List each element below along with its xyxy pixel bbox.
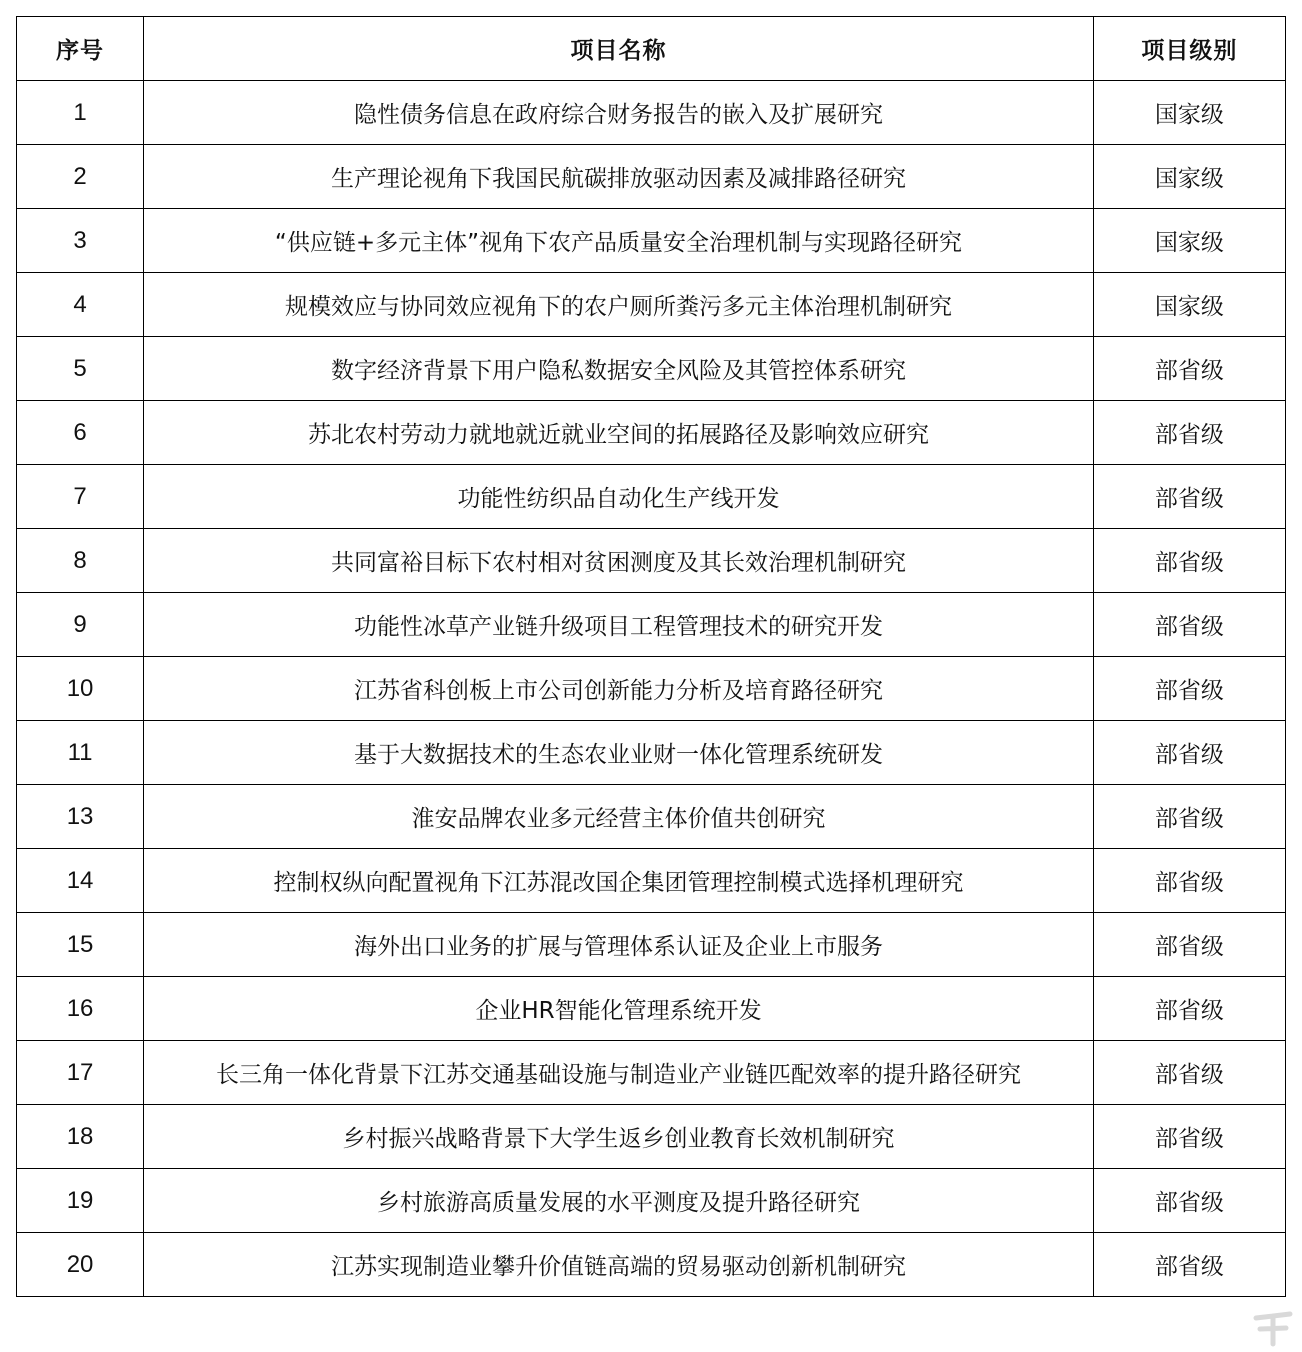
table-row xyxy=(17,209,1286,273)
cell-level: 部省级 xyxy=(1093,785,1285,849)
table-row xyxy=(17,81,1286,145)
cell-name: 淮安品牌农业多元经营主体价值共创研究 xyxy=(144,785,1094,849)
cell-name: 控制权纵向配置视角下江苏混改国企集团管理控制模式选择机理研究 xyxy=(144,849,1094,913)
table-row xyxy=(17,273,1286,337)
cell-level: 部省级 xyxy=(1093,721,1285,785)
table-row xyxy=(17,593,1286,657)
cell-no: 7 xyxy=(17,465,144,529)
cell-no: 5 xyxy=(17,337,144,401)
table-header xyxy=(17,17,1286,81)
cell-name: 长三角一体化背景下江苏交通基础设施与制造业产业链匹配效率的提升路径研究 xyxy=(144,1041,1094,1105)
watermark-logo-icon xyxy=(1250,1304,1296,1350)
cell-name: 乡村旅游高质量发展的水平测度及提升路径研究 xyxy=(144,1169,1094,1233)
cell-no: 6 xyxy=(17,401,144,465)
header-level: 项目级别 xyxy=(1093,17,1285,81)
table-row xyxy=(17,657,1286,721)
cell-name: “供应链+多元主体”视角下农产品质量安全治理机制与实现路径研究 xyxy=(144,209,1094,273)
cell-no: 18 xyxy=(17,1105,144,1169)
table-row xyxy=(17,785,1286,849)
cell-level: 国家级 xyxy=(1093,273,1285,337)
table-row xyxy=(17,401,1286,465)
table-row xyxy=(17,1169,1286,1233)
cell-name: 苏北农村劳动力就地就近就业空间的拓展路径及影响效应研究 xyxy=(144,401,1094,465)
cell-name: 功能性纺织品自动化生产线开发 xyxy=(144,465,1094,529)
cell-level: 部省级 xyxy=(1093,337,1285,401)
cell-name: 企业HR智能化管理系统开发 xyxy=(144,977,1094,1041)
cell-level: 部省级 xyxy=(1093,1169,1285,1233)
table-row xyxy=(17,465,1286,529)
cell-level: 国家级 xyxy=(1093,81,1285,145)
table-row xyxy=(17,337,1286,401)
header-row xyxy=(17,17,1286,81)
table-row xyxy=(17,145,1286,209)
cell-level: 部省级 xyxy=(1093,1233,1285,1297)
header-name: 项目名称 xyxy=(144,17,1094,81)
cell-name: 数字经济背景下用户隐私数据安全风险及其管控体系研究 xyxy=(144,337,1094,401)
table-row xyxy=(17,1041,1286,1105)
cell-level: 部省级 xyxy=(1093,401,1285,465)
cell-level: 部省级 xyxy=(1093,1041,1285,1105)
table-row xyxy=(17,1105,1286,1169)
project-table xyxy=(16,16,1286,1297)
cell-level: 部省级 xyxy=(1093,913,1285,977)
cell-level: 部省级 xyxy=(1093,465,1285,529)
cell-no: 11 xyxy=(17,721,144,785)
cell-no: 9 xyxy=(17,593,144,657)
cell-name: 海外出口业务的扩展与管理体系认证及企业上市服务 xyxy=(144,913,1094,977)
cell-no: 16 xyxy=(17,977,144,1041)
cell-level: 国家级 xyxy=(1093,209,1285,273)
cell-name: 隐性债务信息在政府综合财务报告的嵌入及扩展研究 xyxy=(144,81,1094,145)
cell-name: 乡村振兴战略背景下大学生返乡创业教育长效机制研究 xyxy=(144,1105,1094,1169)
cell-level: 国家级 xyxy=(1093,145,1285,209)
cell-name: 江苏省科创板上市公司创新能力分析及培育路径研究 xyxy=(144,657,1094,721)
cell-name: 功能性冰草产业链升级项目工程管理技术的研究开发 xyxy=(144,593,1094,657)
cell-name: 基于大数据技术的生态农业业财一体化管理系统研发 xyxy=(144,721,1094,785)
cell-level: 部省级 xyxy=(1093,529,1285,593)
table-row xyxy=(17,849,1286,913)
cell-name: 共同富裕目标下农村相对贫困测度及其长效治理机制研究 xyxy=(144,529,1094,593)
cell-level: 部省级 xyxy=(1093,977,1285,1041)
cell-no: 4 xyxy=(17,273,144,337)
cell-level: 部省级 xyxy=(1093,593,1285,657)
cell-name: 生产理论视角下我国民航碳排放驱动因素及减排路径研究 xyxy=(144,145,1094,209)
cell-no: 2 xyxy=(17,145,144,209)
cell-no: 13 xyxy=(17,785,144,849)
table-row xyxy=(17,721,1286,785)
cell-no: 20 xyxy=(17,1233,144,1297)
table-row xyxy=(17,529,1286,593)
cell-level: 部省级 xyxy=(1093,657,1285,721)
table-row xyxy=(17,977,1286,1041)
cell-level: 部省级 xyxy=(1093,849,1285,913)
table-body xyxy=(17,81,1286,1297)
table-row xyxy=(17,1233,1286,1297)
cell-no: 14 xyxy=(17,849,144,913)
header-no: 序号 xyxy=(17,17,144,81)
cell-no: 19 xyxy=(17,1169,144,1233)
cell-no: 1 xyxy=(17,81,144,145)
cell-no: 17 xyxy=(17,1041,144,1105)
cell-no: 10 xyxy=(17,657,144,721)
cell-name: 江苏实现制造业攀升价值链高端的贸易驱动创新机制研究 xyxy=(144,1233,1094,1297)
cell-no: 3 xyxy=(17,209,144,273)
table-row xyxy=(17,913,1286,977)
cell-name: 规模效应与协同效应视角下的农户厕所粪污多元主体治理机制研究 xyxy=(144,273,1094,337)
cell-no: 8 xyxy=(17,529,144,593)
cell-no: 15 xyxy=(17,913,144,977)
cell-level: 部省级 xyxy=(1093,1105,1285,1169)
